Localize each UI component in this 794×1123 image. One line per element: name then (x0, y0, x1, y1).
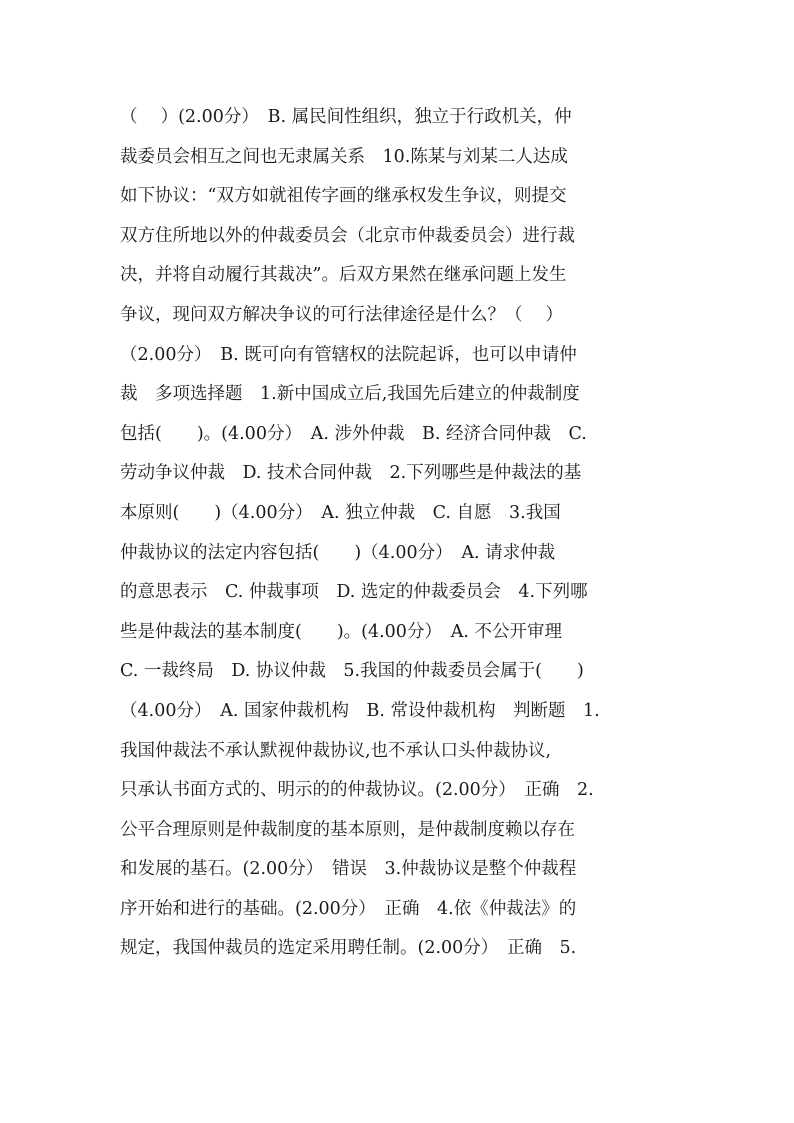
text-line: 规定，我国仲裁员的选定采用聘任制。(2.00分） 正确 5. (120, 938, 577, 959)
text-line: 裁委员会相互之间也无隶属关系 10.陈某与刘某二人达成 (120, 146, 568, 167)
text-line: 仲裁协议的法定内容包括( )（4.00分） A. 请求仲裁 (120, 542, 556, 563)
text-line: C. 一裁终局 D. 协议仲裁 5.我国的仲裁委员会属于( ) (120, 661, 584, 682)
text-line: 包括( )。(4.00分） A. 涉外仲裁 B. 经济合同仲裁 C. (120, 423, 587, 444)
text-line: 决，并将自动履行其裁决”。后双方果然在继承问题上发生 (120, 265, 567, 286)
text-line: 我国仲裁法不承认默视仲裁协议,也不承认口头仲裁协议, (120, 740, 552, 761)
text-line: （4.00分） A. 国家仲裁机构 B. 常设仲裁机构 判断题 1. (120, 700, 600, 721)
text-line: 些是仲裁法的基本制度( )。(4.00分） A. 不公开审理 (120, 621, 562, 642)
text-line: 如下协议：“双方如就祖传字画的继承权发生争议，则提交 (120, 186, 567, 207)
text-line: 的意思表示 C. 仲裁事项 D. 选定的仲裁委员会 4.下列哪 (120, 582, 588, 603)
text-line: 争议，现问双方解决争议的可行法律途径是什么？（ ） (120, 304, 564, 325)
text-line: 和发展的基石。(2.00分） 错误 3.仲裁协议是整个仲裁程 (120, 859, 577, 880)
text-line: 双方住所地以外的仲裁委员会（北京市仲裁委员会）进行裁 (120, 225, 575, 246)
text-line: （2.00分） B. 既可向有管辖权的法院起诉，也可以申请仲 (120, 344, 577, 365)
text-line: 劳动争议仲裁 D. 技术合同仲裁 2.下列哪些是仲裁法的基 (120, 463, 582, 484)
text-line: 本原则( )（4.00分） A. 独立仲裁 C. 自愿 3.我国 (120, 502, 561, 523)
document-body (120, 98, 690, 969)
text-line: 裁 多项选择题 1.新中国成立后,我国先后建立的仲裁制度 (120, 384, 580, 405)
text-line: 只承认书面方式的、明示的的仲裁协议。(2.00分） 正确 2. (120, 780, 594, 801)
text-line: （ ）(2.00分） B. 属民间性组织，独立于行政机关，仲 (120, 107, 572, 127)
text-line: 序开始和进行的基础。(2.00分） 正确 4.依《仲裁法》的 (120, 898, 577, 919)
text-line: 公平合理原则是仲裁制度的基本原则，是仲裁制度赖以存在 (120, 819, 575, 840)
